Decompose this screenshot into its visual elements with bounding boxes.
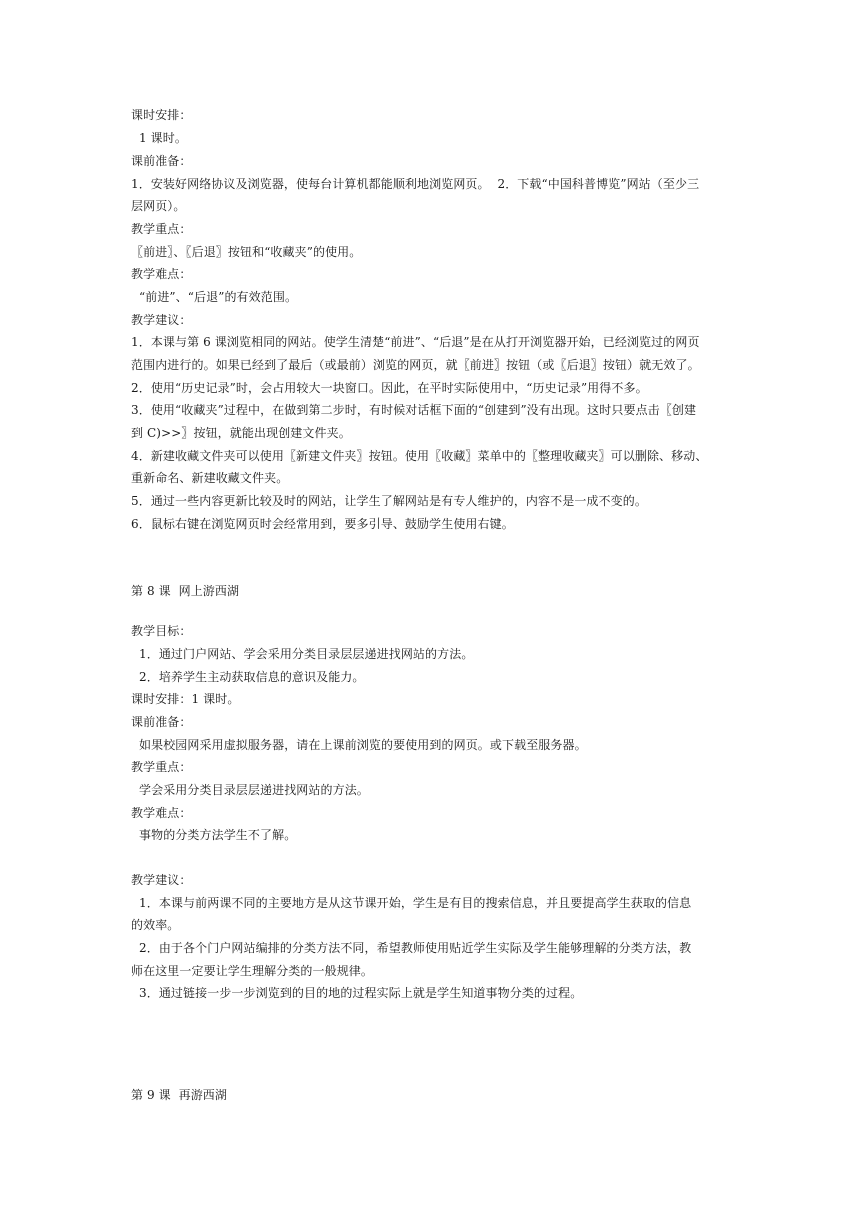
text-line: 2．培养学生主动获取信息的意识及能力。 [139, 670, 365, 684]
text-line: 6．鼠标右键在浏览网页时会经常用到，要多引导、鼓励学生使用右键。 [131, 517, 514, 531]
text-line: 学会采用分类目录层层递进找网站的方法。 [139, 783, 369, 797]
section-label: 教学重点： [131, 760, 192, 774]
section-label: 教学建议： [131, 873, 192, 887]
text-line: 如果校园网采用虚拟服务器，请在上课前浏览的要使用到的网页。或下载至服务器。 [139, 738, 587, 752]
text-line: “前进”、“后退”的有效范围。 [139, 290, 298, 304]
section-label: 教学目标： [131, 624, 192, 638]
text-line: 3．使用“收藏夹”过程中，在做到第二步时，有时候对话框下面的“创建到”没有出现。这时只要点击〖创建 [131, 403, 697, 417]
text-line: 事物的分类方法学生不了解。 [139, 828, 297, 842]
text-line: 重新命名、新建收藏文件夹。 [131, 471, 289, 485]
text-line: 到 C)>>〗按钮，就能出现创建文件夹。 [131, 426, 351, 440]
section-label: 教学建议： [131, 313, 192, 327]
text-line: 4．新建收藏文件夹可以使用〖新建文件夹〗按钮。使用〖收藏〗菜单中的〖整理收藏夹〗可以删除、移动、 [131, 449, 708, 463]
text-line: 2．使用“历史记录”时，会占用较大一块窗口。因此，在平时实际使用中，“历史记录”用得不多。 [131, 381, 648, 395]
section-label: 课时安排：1 课时。 [131, 692, 240, 706]
text-line: 3．通过链接一步一步浏览到的目的地的过程实际上就是学生知道事物分类的过程。 [139, 986, 583, 1000]
section-label: 课前准备： [131, 154, 192, 168]
text-line: 师在这里一定要让学生理解分类的一般规律。 [131, 964, 374, 978]
section-label: 教学重点： [131, 222, 192, 236]
text-line: 〖前进〗、〖后退〗按钮和“收藏夹”的使用。 [131, 245, 362, 259]
text-line: 1．本课与第 6 课浏览相同的网站。使学生清楚“前进”、“后退”是在从打开浏览器开始，已经浏览过的网页 [131, 335, 700, 349]
section-label: 课前准备： [131, 715, 192, 729]
text-line: 1．本课与前两课不同的主要地方是从这节课开始，学生是有目的搜索信息，并且要提高学生获取的信息 [139, 896, 692, 910]
lesson-heading: 第 8 课 网上游西湖 [131, 584, 240, 598]
text-line: 1．安装好网络协议及浏览器，使每台计算机都能顺利地浏览网页。 2．下载“中国科普博览”网站（至少三 [131, 177, 700, 191]
text-line: 范围内进行的。如果已经到了最后（或最前）浏览的网页，就〖前进〗按钮（或〖后退〗按钮）就无效了。 [131, 358, 700, 372]
text-line: 层网页）。 [131, 199, 186, 213]
text-line: 1 课时。 [139, 131, 187, 145]
lesson-heading: 第 9 课 再游西湖 [131, 1088, 227, 1102]
text-line: 的效率。 [131, 918, 180, 932]
text-line: 1．通过门户网站、学会采用分类目录层层递进找网站的方法。 [139, 647, 474, 661]
section-label: 教学难点： [131, 267, 192, 281]
section-label: 教学难点： [131, 806, 192, 820]
text-line: 2．由于各个门户网站编排的分类方法不同，希望教师使用贴近学生实际及学生能够理解的分类方法，教 [139, 941, 692, 955]
text-line: 5．通过一些内容更新比较及时的网站，让学生了解网站是有专人维护的，内容不是一成不变的。 [131, 494, 647, 508]
section-label: 课时安排： [131, 108, 192, 122]
